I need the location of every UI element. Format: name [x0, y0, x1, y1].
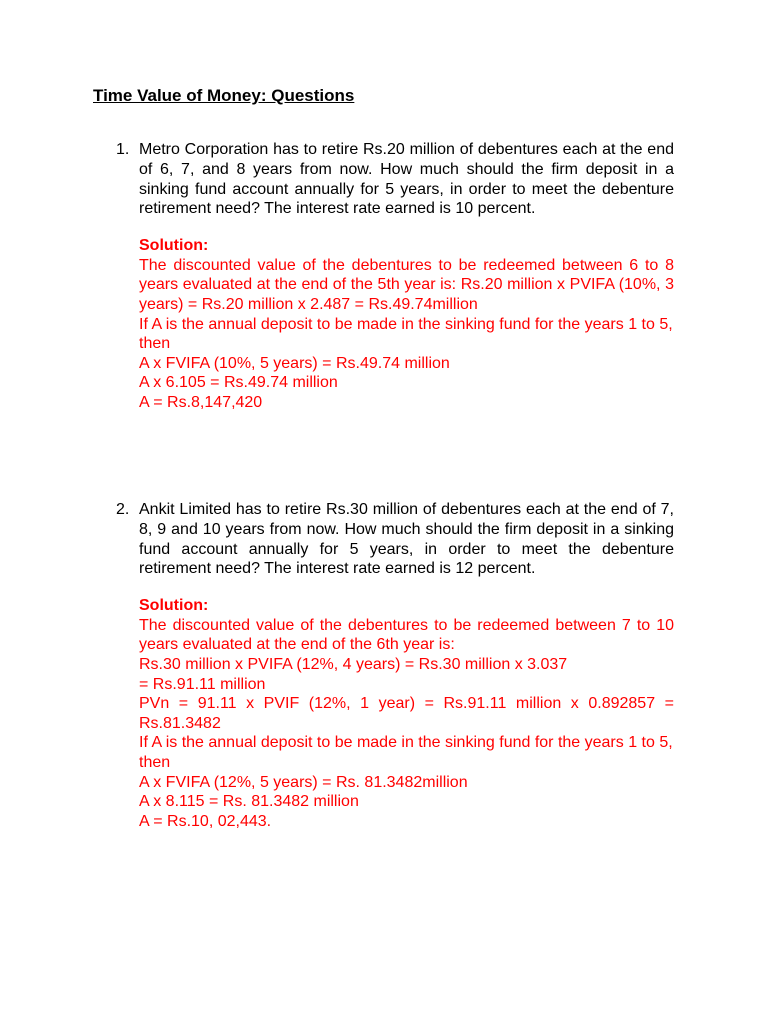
- solution-label: Solution:: [139, 237, 209, 255]
- solution-label: Solution:: [139, 597, 209, 615]
- question-number: 2.: [116, 501, 130, 518]
- solution-line: The discounted value of the debentures to be redeemed between 6 to 8 years evaluated at the end of the 5th year is: Rs.20 million x PVIFA (10%, 3 years) = Rs.20 million x 2.487 = Rs.49.74million: [139, 256, 674, 313]
- solution-line: The discounted value of the debentures to be redeemed between 7 to 10 years evaluated at the end of the 6th year is:: [139, 616, 674, 654]
- solution-line: A = Rs.8,147,420: [139, 393, 263, 411]
- solution-block: [139, 236, 674, 412]
- question-1: [116, 140, 674, 413]
- solution-line: If A is the annual deposit to be made in the sinking fund for the years 1 to 5,: [139, 734, 673, 752]
- question-text: Ankit Limited has to retire Rs.30 million of debentures each at the end of 7, 8, 9 and 10 years from now. How much should the firm deposit in a sinking fund account annually for 5 years, in order to meet the debenture retirement need? The interest rate earned is 12 percent.: [139, 501, 674, 578]
- solution-block: [139, 596, 674, 831]
- solution-line: A = Rs.10, 02,443.: [139, 812, 272, 830]
- question-number: 1.: [116, 141, 130, 158]
- solution-line: then: [139, 335, 171, 353]
- solution-line: A x FVIFA (10%, 5 years) = Rs.49.74 million: [139, 354, 450, 372]
- solution-line: A x FVIFA (12%, 5 years) = Rs. 81.3482million: [139, 773, 468, 791]
- solution-line: = Rs.91.11 million: [139, 675, 266, 693]
- solution-line: If A is the annual deposit to be made in the sinking fund for the years 1 to 5,: [139, 315, 673, 333]
- document-title: Time Value of Money: Questions: [93, 86, 355, 105]
- question-2: [116, 500, 674, 831]
- solution-line: Rs.30 million x PVIFA (12%, 4 years) = Rs.30 million x 3.037: [139, 655, 568, 673]
- question-text: Metro Corporation has to retire Rs.20 million of debentures each at the end of 6, 7, and 8 years from now. How much should the firm deposit in a sinking fund account annually for 5 years, in order to meet the debenture retirement need? The interest rate earned is 10 percent.: [139, 141, 674, 218]
- solution-line: A x 6.105 = Rs.49.74 million: [139, 374, 338, 392]
- solution-line: then: [139, 753, 171, 771]
- solution-line: PVn = 91.11 x PVIF (12%, 1 year) = Rs.91.11 million x 0.892857 = Rs.81.3482: [139, 695, 674, 732]
- solution-line: A x 8.115 = Rs. 81.3482 million: [139, 793, 359, 811]
